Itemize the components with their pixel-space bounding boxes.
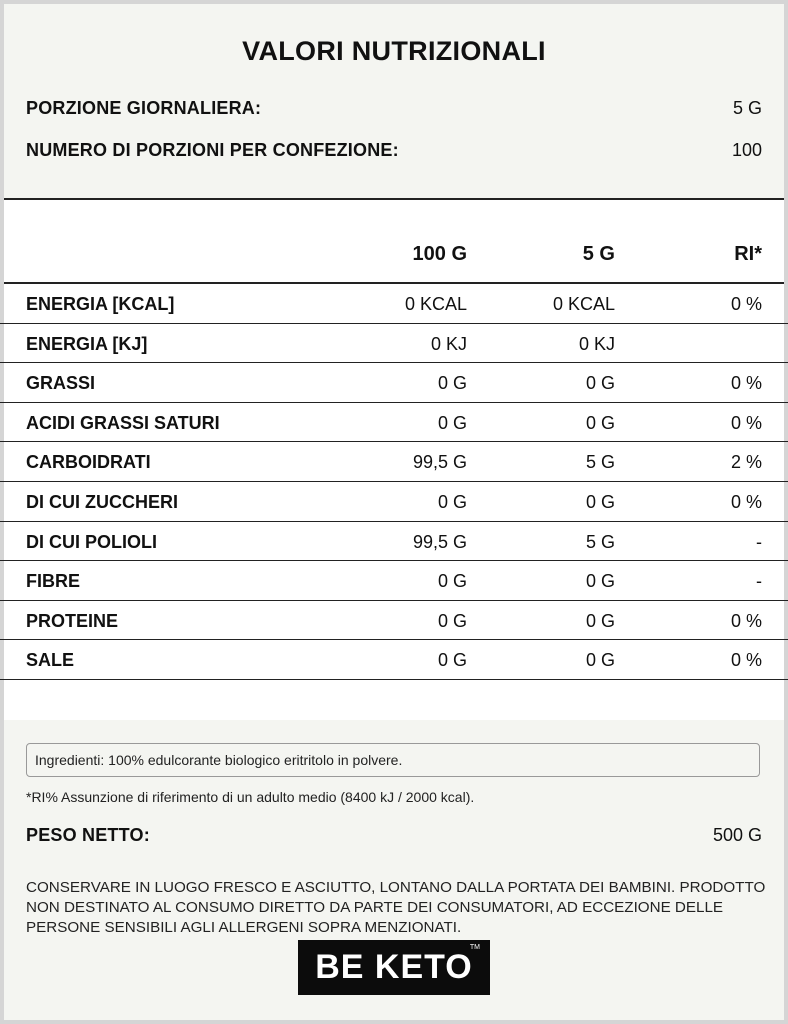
ingredients-box: Ingredienti: 100% edulcorante biologico eritritolo in polvere. <box>26 743 760 777</box>
table-row <box>0 640 788 680</box>
value-per-100g: 99,5 G <box>412 531 467 552</box>
value-per-5g: 0 G <box>585 610 615 631</box>
table-row <box>0 324 788 364</box>
daily-serving-label: PORZIONE GIORNALIERA: <box>26 98 262 118</box>
value-per-5g: 5 G <box>585 452 615 473</box>
logo-text: BE KETO <box>315 948 473 986</box>
value-ri: 0 % <box>730 412 762 433</box>
daily-serving-row <box>26 98 762 119</box>
header-per-100g: 100 G <box>412 243 467 265</box>
value-per-5g: 0 KJ <box>578 333 615 354</box>
value-per-5g: 0 G <box>585 412 615 433</box>
be-keto-logo <box>298 940 490 995</box>
value-per-100g: 0 G <box>437 571 467 592</box>
value-ri: 0 % <box>730 294 762 314</box>
net-weight-value: 500 G <box>712 825 762 845</box>
value-per-100g: 0 G <box>437 412 467 433</box>
header-ri: RI* <box>734 243 762 265</box>
nutrient-name: GRASSI <box>26 373 96 394</box>
value-per-5g: 0 G <box>585 650 615 671</box>
value-per-100g: 99,5 G <box>412 452 467 473</box>
table-row <box>0 482 788 522</box>
table-row <box>0 522 788 562</box>
table-row <box>0 442 788 482</box>
value-ri: - <box>756 571 762 592</box>
ri-footnote: *RI% Assunzione di riferimento di un adulto medio (8400 kJ / 2000 kcal). <box>26 789 475 805</box>
page-title: VALORI NUTRIZIONALI <box>242 36 546 66</box>
nutrient-name: DI CUI ZUCCHERI <box>26 492 178 512</box>
value-per-5g: 5 G <box>585 531 615 552</box>
table-row <box>0 363 788 403</box>
value-per-5g: 0 G <box>585 571 615 592</box>
daily-serving-value: 5 G <box>732 98 762 118</box>
nutrient-name: CARBOIDRATI <box>26 452 151 473</box>
header-per-5g: 5 G <box>582 243 615 265</box>
table-row <box>0 403 788 443</box>
table-row <box>0 284 788 324</box>
nutrient-name: ENERGIA [KJ] <box>26 333 148 354</box>
serving-count-row <box>26 140 762 161</box>
nutrient-name: SALE <box>26 650 75 671</box>
value-per-5g: 0 G <box>585 492 615 512</box>
value-per-100g: 0 G <box>437 492 467 512</box>
value-per-5g: 0 G <box>585 373 615 394</box>
nutrient-name: FIBRE <box>26 571 80 592</box>
net-weight-label: PESO NETTO: <box>26 825 150 845</box>
value-ri: 0 % <box>730 492 762 512</box>
nutrient-name: DI CUI POLIOLI <box>26 531 158 552</box>
value-per-100g: 0 G <box>437 650 467 671</box>
table-row <box>0 601 788 641</box>
nutrient-name: ENERGIA [KCAL] <box>26 294 175 314</box>
value-ri: 0 % <box>730 373 762 394</box>
nutrient-name: ACIDI GRASSI SATURI <box>26 412 220 433</box>
table-row <box>0 561 788 601</box>
value-ri: 0 % <box>730 610 762 631</box>
value-per-100g: 0 G <box>437 373 467 394</box>
serving-count-label: NUMERO DI PORZIONI PER CONFEZIONE: <box>26 140 399 160</box>
value-per-100g: 0 KCAL <box>404 294 467 314</box>
value-per-100g: 0 G <box>437 610 467 631</box>
net-weight-row <box>26 825 762 846</box>
table-header <box>0 243 788 269</box>
value-per-5g: 0 KCAL <box>552 294 615 314</box>
serving-count-value: 100 <box>731 140 762 160</box>
logo-trademark: TM <box>469 944 480 951</box>
storage-warning: CONSERVARE IN LUOGO FRESCO E ASCIUTTO, LONTANO DALLA PORTATA DEI BAMBINI. PRODOTTO NON DESTINATO AL CONSUMO DIRETTO DA PARTE DEI CONSUMATORI, AD ECCEZIONE DELLE PERSONE SENSIBILI AGLI ALLERGENI SOPRA MENZIONATI. <box>26 879 766 936</box>
value-per-100g: 0 KJ <box>430 333 467 354</box>
nutrient-name: PROTEINE <box>26 610 119 631</box>
value-ri: 0 % <box>730 650 762 671</box>
value-ri: - <box>756 531 762 552</box>
value-ri: 2 % <box>730 452 762 473</box>
